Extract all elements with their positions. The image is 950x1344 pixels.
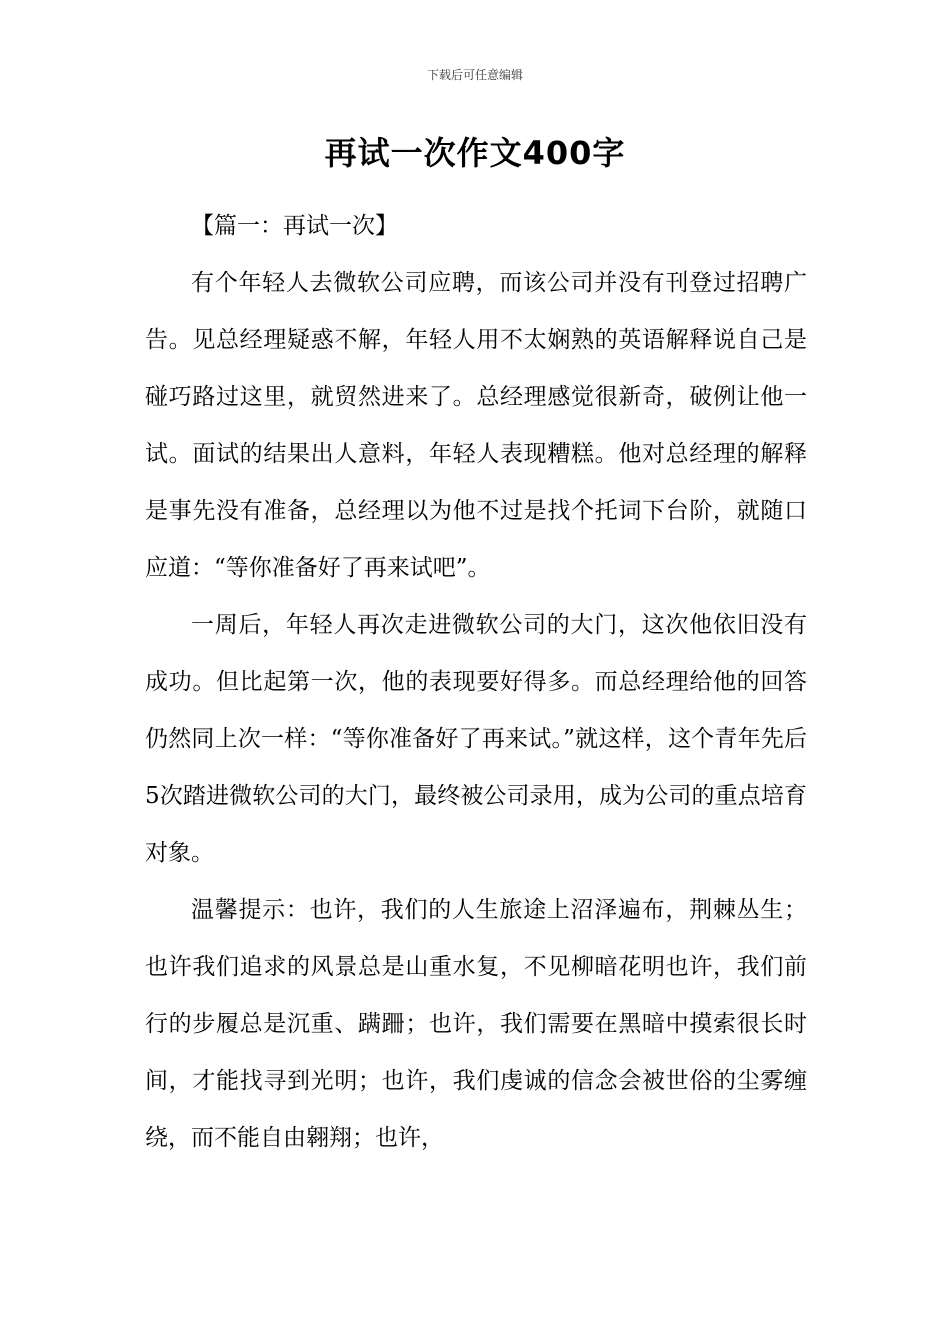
paragraph-2: 一周后，年轻人再次走进微软公司的大门，这次他依旧没有成功。但比起第一次，他的表现要好得多。而总经理给他的回答仍然同上次一样：“等你准备好了再来试。”就这样，这个青年先后5次踏进微软公司的大门，最终被公司录用，成为公司的重点培育对象。 — [145, 612, 807, 866]
header-note: 下载后可任意编辑 — [426, 68, 523, 82]
document-title: 再试一次作文400字 — [324, 134, 626, 172]
section-heading: 【篇一：再试一次】 — [191, 213, 398, 239]
document-body — [145, 198, 807, 1167]
paragraph-3: 温馨提示：也许，我们的人生旅途上沼泽遍布，荆棘丛生；也许我们追求的风景总是山重水复，不见柳暗花明也许，我们前行的步履总是沉重、蹒跚；也许，我们需要在黑暗中摸索很长时间，才能找寻到光明；也许，我们虔诚的信念会被世俗的尘雾缠绕，而不能自由翱翔；也许， — [145, 897, 807, 1151]
paragraph-1: 有个年轻人去微软公司应聘，而该公司并没有刊登过招聘广告。见总经理疑惑不解，年轻人用不太娴熟的英语解释说自己是碰巧路过这里，就贸然进来了。总经理感觉很新奇，破例让他一试。面试的结果出人意料，年轻人表现糟糕。他对总经理的解释是事先没有准备，总经理以为他不过是找个托词下台阶，就随口应道：“等你准备好了再来试吧”。 — [145, 270, 807, 581]
